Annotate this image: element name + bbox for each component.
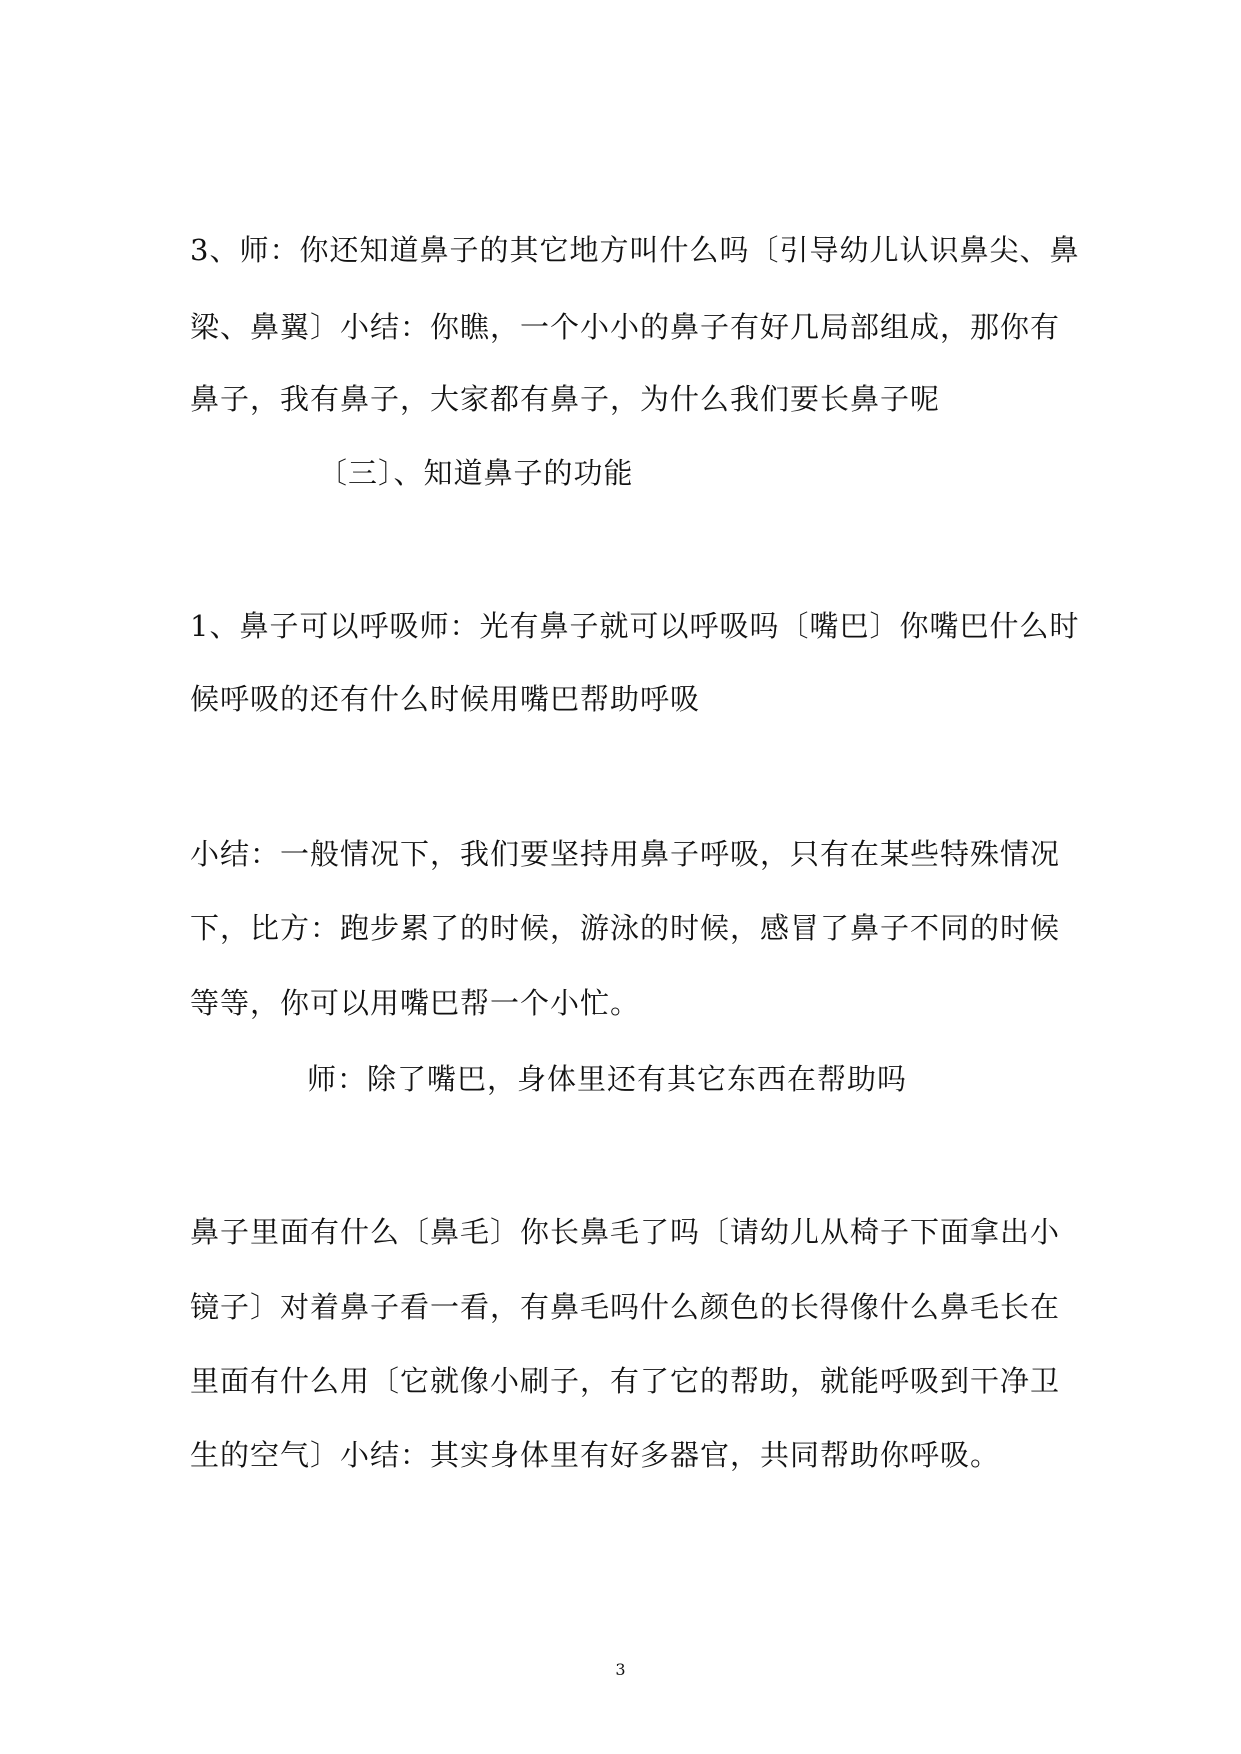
section-heading: 〔三〕、知道鼻子的功能 [318, 456, 634, 490]
text-line-8: 下，比方：跑步累了的时候，游泳的时候，感冒了鼻子不同的时候 [190, 911, 1061, 945]
page-number: 3 [615, 1660, 626, 1679]
text-line-3: 鼻子，我有鼻子，大家都有鼻子，为什么我们要长鼻子呢 [190, 382, 941, 416]
text-line-6: 候呼吸的还有什么时候用嘴巴帮助呼吸 [190, 682, 701, 716]
text-line-11: 鼻子里面有什么〔鼻毛〕你长鼻毛了吗〔请幼儿从椅子下面拿出小 [190, 1215, 1061, 1249]
text-line-12: 镜子〕对着鼻子看一看，有鼻毛吗什么颜色的长得像什么鼻毛长在 [190, 1290, 1061, 1324]
text-line-2: 梁、鼻翼〕小结：你瞧，一个小小的鼻子有好几局部组成，那你有 [190, 310, 1061, 344]
text-line-14: 生的空气〕小结：其实身体里有好多器官，共同帮助你呼吸。 [190, 1438, 1001, 1472]
text-line-9: 等等，你可以用嘴巴帮一个小忙。 [190, 986, 641, 1020]
text-line-7: 小结：一般情况下，我们要坚持用鼻子呼吸，只有在某些特殊情况 [190, 837, 1061, 871]
text-line-1: 3、师：你还知道鼻子的其它地方叫什么吗〔引导幼儿认识鼻尖、鼻 [190, 233, 1080, 267]
text-line-5: 1、鼻子可以呼吸师：光有鼻子就可以呼吸吗〔嘴巴〕你嘴巴什么时 [190, 609, 1080, 643]
text-line-10: 师：除了嘴巴，身体里还有其它东西在帮助吗 [307, 1062, 908, 1096]
text-line-13: 里面有什么用〔它就像小刷子，有了它的帮助，就能呼吸到干净卫 [190, 1364, 1061, 1398]
